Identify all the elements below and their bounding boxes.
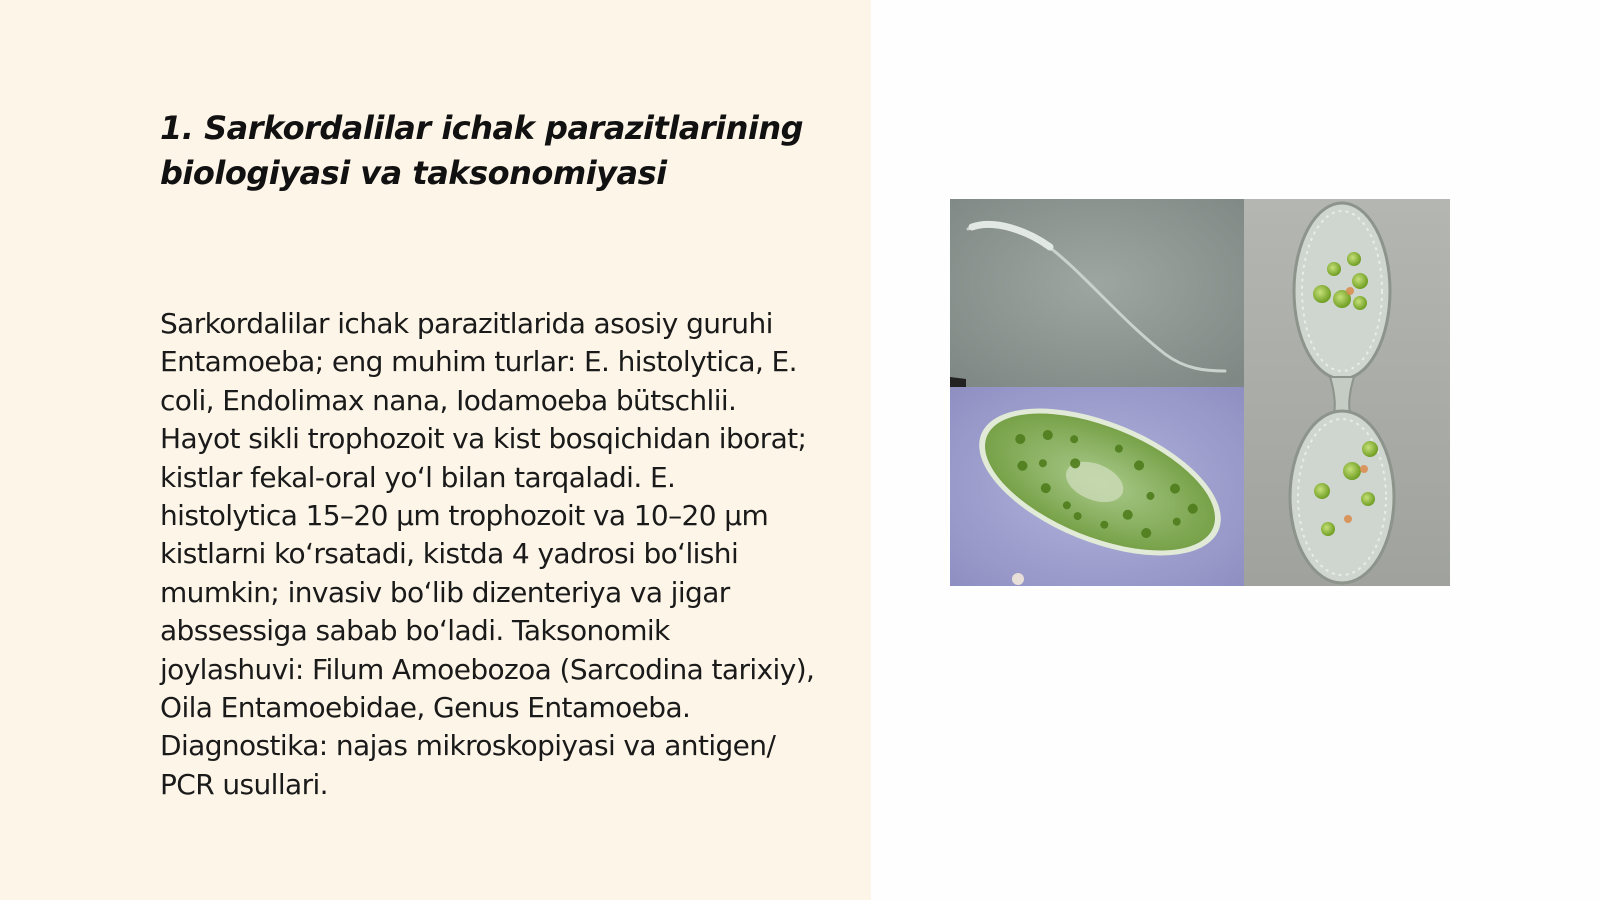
slide-title: 1. Sarkordalilar ichak parazitlarining biologiyasi va taksonomiyasi xyxy=(160,109,804,192)
flagellate-micrograph xyxy=(950,199,1244,387)
paramecium-micrograph xyxy=(950,378,1244,586)
dividing-cell-micrograph xyxy=(1244,199,1450,586)
microscopy-photo-collage xyxy=(950,199,1450,586)
slide-body-text: Sarkordalilar ichak parazitlarida asosiy guruhi Entamoeba; eng muhim turlar: E. histolytica, E. coli, Endolimax nana, Iodamoeba bütschlii. Hayot sikli trophozoit va kist bosqichidan iborat; kistlar fekal-oral yoʻl bilan tarqaladi. E. histolytica 15–20 µm trophozoit va 10–20 µm kistlarni koʻrsatadi, kistda 4 yadrosi boʻlishi mumkin; invasiv boʻlib dizenteriya va jigar abssessiga sabab boʻladi. Taksonomik joylashuvi: Filum Amoebozoa (Sarcodina tarixiy), Oila Entamoebidae, Genus Entamoeba. Diagnostika: najas mikroskopiyasi va antigen/ PCR usullari. xyxy=(160,307,815,801)
